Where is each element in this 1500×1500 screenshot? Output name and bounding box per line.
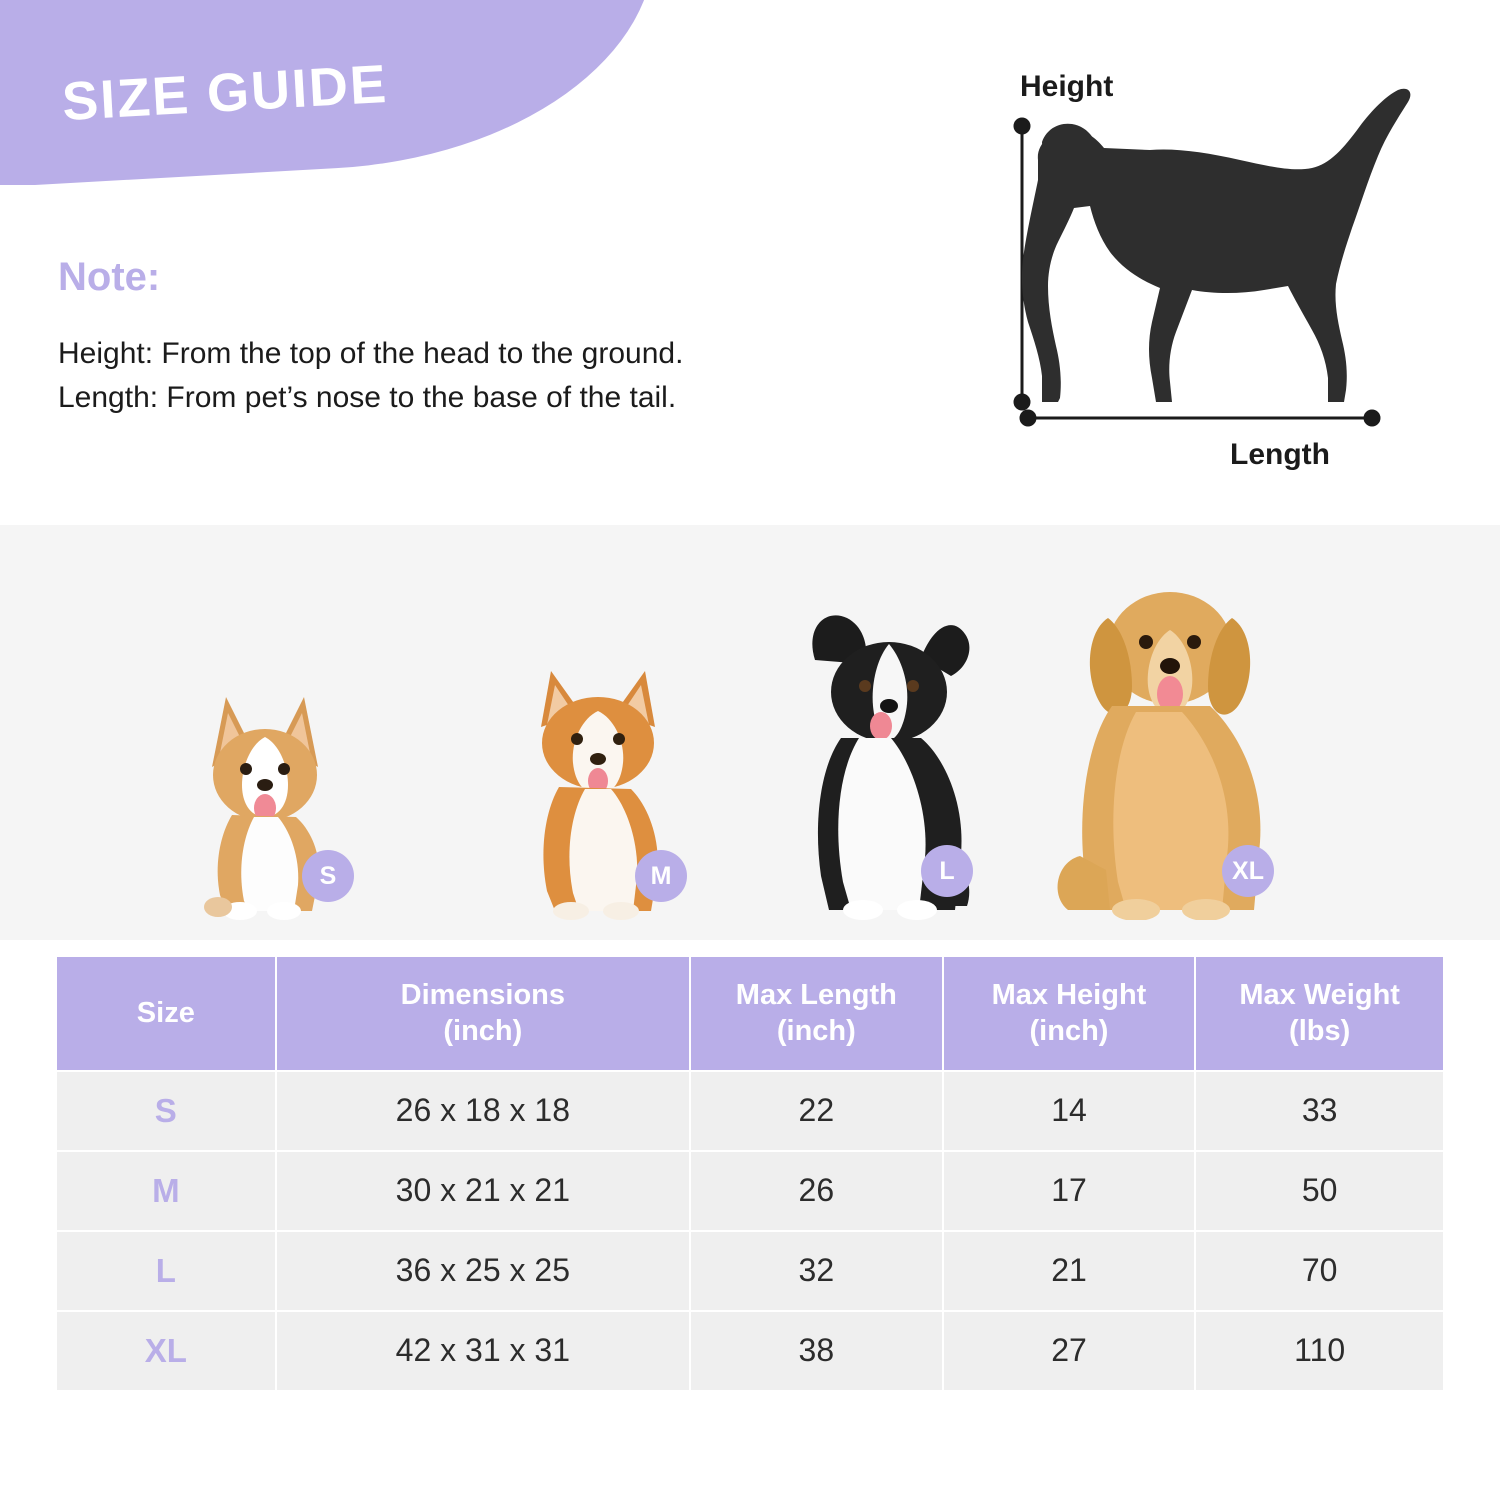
dog-photo-band: [0, 525, 1500, 940]
dog-photo-l: [785, 600, 990, 920]
cell-size: M: [56, 1151, 276, 1231]
diagram-length-label: Length: [1230, 438, 1330, 471]
cell-size: S: [56, 1071, 276, 1151]
header-max-height-line1: Max Height: [991, 979, 1147, 1011]
header-max-height: [943, 956, 1196, 1071]
size-table: [55, 955, 1445, 1392]
table-row: [56, 1151, 1444, 1231]
table-row: [56, 1231, 1444, 1311]
cell-max-height: 21: [943, 1231, 1196, 1311]
header-size: [56, 956, 276, 1071]
header-max-length-line2: (inch): [776, 1015, 856, 1048]
header-max-height-line2: (inch): [1029, 1015, 1109, 1048]
diagram-height-label: Height: [1020, 70, 1114, 103]
header-max-weight-line2: (lbs): [1289, 1015, 1351, 1048]
size-badge-m: M: [635, 850, 687, 902]
header-max-length-line1: Max Length: [735, 979, 897, 1011]
note-line-height: Height: From the top of the head to the ground.: [58, 337, 684, 370]
cell-dimensions: 42 x 31 x 31: [276, 1311, 690, 1391]
dog-photo-xl: [1050, 570, 1290, 920]
cell-size: XL: [56, 1311, 276, 1391]
measurement-diagram: [1000, 60, 1440, 490]
size-badge-l: L: [921, 845, 973, 897]
table-row: [56, 1071, 1444, 1151]
cell-max-weight: 70: [1195, 1231, 1444, 1311]
cell-max-weight: 50: [1195, 1151, 1444, 1231]
cell-size: L: [56, 1231, 276, 1311]
header-dimensions: [276, 956, 690, 1071]
cell-max-weight: 110: [1195, 1311, 1444, 1391]
cell-dimensions: 26 x 18 x 18: [276, 1071, 690, 1151]
cell-max-weight: 33: [1195, 1071, 1444, 1151]
cell-dimensions: 30 x 21 x 21: [276, 1151, 690, 1231]
header-max-weight-line1: Max Weight: [1239, 979, 1400, 1011]
cell-max-length: 32: [690, 1231, 943, 1311]
banner: [0, 0, 660, 185]
header-max-weight: [1195, 956, 1444, 1071]
cell-dimensions: 36 x 25 x 25: [276, 1231, 690, 1311]
cell-max-height: 17: [943, 1151, 1196, 1231]
page-title: SIZE GUIDE: [60, 53, 390, 133]
table-header-row: [56, 956, 1444, 1071]
cell-max-length: 22: [690, 1071, 943, 1151]
header-dimensions-line1: Dimensions: [400, 979, 566, 1011]
note-line-length: Length: From pet’s nose to the base of the tail.: [58, 380, 677, 414]
cell-max-height: 14: [943, 1071, 1196, 1151]
header-size-line1: Size: [136, 997, 195, 1030]
size-badge-s: S: [302, 850, 354, 902]
size-badge-xl: XL: [1222, 845, 1274, 897]
dog-silhouette-icon: [1000, 60, 1440, 490]
note-heading: Note:: [58, 255, 161, 299]
cell-max-length: 26: [690, 1151, 943, 1231]
cell-max-length: 38: [690, 1311, 943, 1391]
dog-photo-m: [505, 655, 690, 920]
header-max-length: [690, 956, 943, 1071]
table-row: [56, 1311, 1444, 1391]
header-dimensions-line2: (inch): [443, 1015, 523, 1048]
dog-photo-s: [180, 675, 350, 920]
note-body: [58, 332, 683, 419]
cell-max-height: 27: [943, 1311, 1196, 1391]
